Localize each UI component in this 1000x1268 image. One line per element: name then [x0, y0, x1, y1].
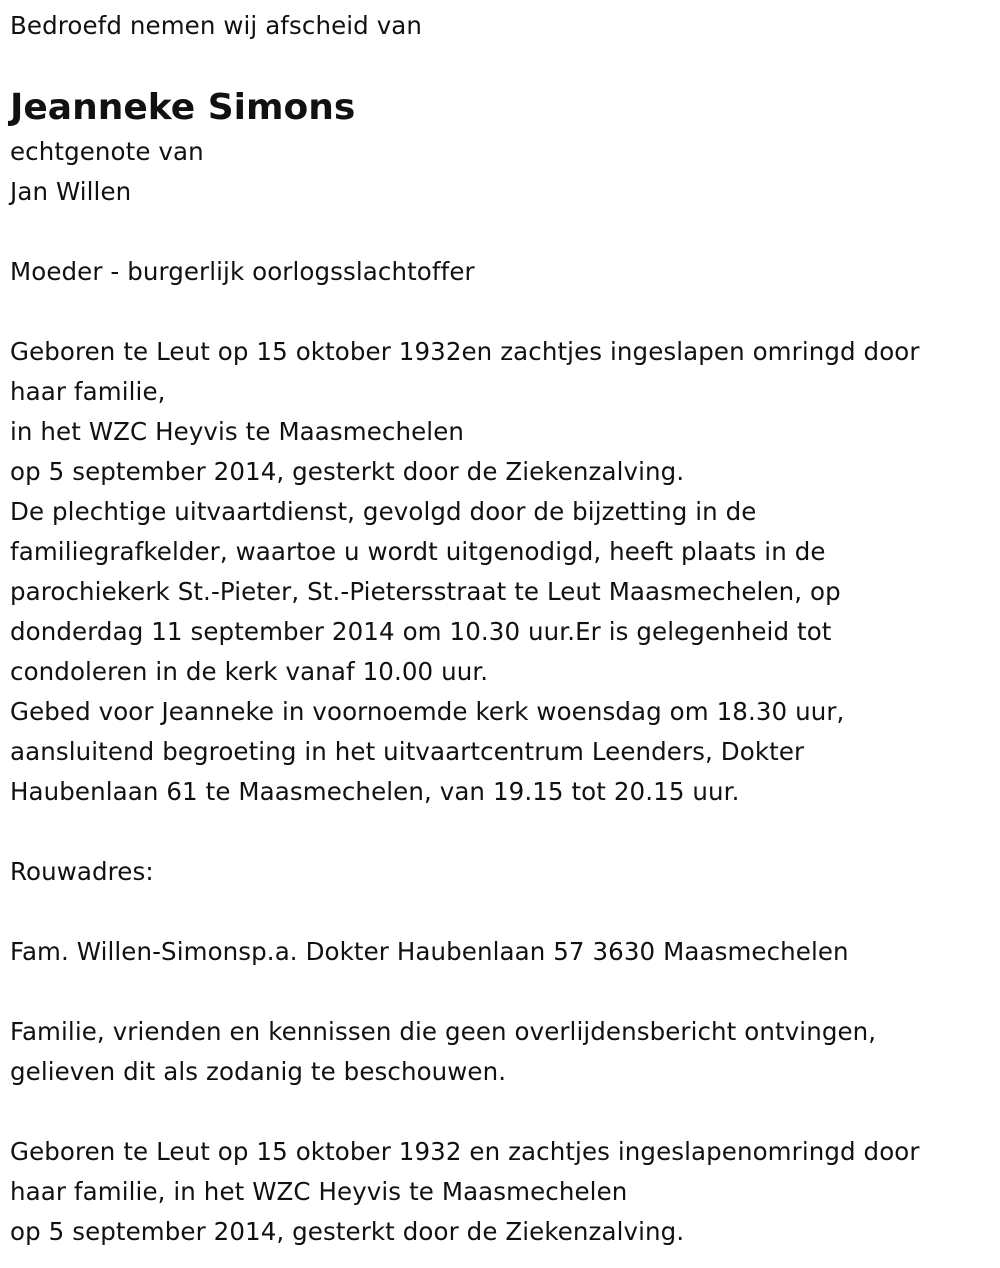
- announcement-line: donderdag 11 september 2014 om 10.30 uur.Er is gelegenheid tot: [10, 617, 832, 646]
- announcement-line: condoleren in de kerk vanaf 10.00 uur.: [10, 657, 489, 686]
- spacer: [10, 812, 995, 852]
- announcement-line: aansluitend begroeting in het uitvaartcentrum Leenders, Dokter: [10, 737, 805, 766]
- closing-line: Geboren te Leut op 15 oktober 1932 en zachtjes ingeslapenomringd door: [10, 1137, 920, 1166]
- announcement-paragraph: [10, 332, 995, 812]
- announcement-line: op 5 september 2014, gesterkt door de Ziekenzalving.: [10, 457, 685, 486]
- mourning-address: Fam. Willen-Simonsp.a. Dokter Haubenlaan 57 3630 Maasmechelen: [10, 937, 849, 966]
- closing-line: haar familie, in het WZC Heyvis te Maasmechelen: [10, 1177, 628, 1206]
- notice-line: Familie, vrienden en kennissen die geen overlijdensbericht ontvingen,: [10, 1017, 877, 1046]
- announcement-line: Haubenlaan 61 te Maasmechelen, van 19.15 tot 20.15 uur.: [10, 777, 740, 806]
- role-text: Moeder - burgerlijk oorlogsslachtoffer: [10, 257, 475, 286]
- spacer: [10, 1092, 995, 1132]
- spacer: [10, 972, 995, 1012]
- announcement-line: haar familie,: [10, 377, 166, 406]
- announcement-line: Geboren te Leut op 15 oktober 1932en zachtjes ingeslapen omringd door: [10, 337, 920, 366]
- notice-line: gelieven dit als zodanig te beschouwen.: [10, 1057, 507, 1086]
- announcement-line: parochiekerk St.-Pieter, St.-Pietersstraat te Leut Maasmechelen, op: [10, 577, 841, 606]
- deceased-name: Jeanneke Simons: [10, 87, 356, 128]
- closing-paragraph: [10, 1132, 995, 1252]
- notice-paragraph: [10, 1012, 995, 1092]
- obituary-document: [10, 6, 995, 1252]
- announcement-line: De plechtige uitvaartdienst, gevolgd door de bijzetting in de: [10, 497, 757, 526]
- spouse-name: Jan Willen: [10, 177, 132, 206]
- spacer: [10, 292, 995, 332]
- announcement-line: familiegrafkelder, waartoe u wordt uitgenodigd, heeft plaats in de: [10, 537, 826, 566]
- mourning-address-label: Rouwadres:: [10, 857, 154, 886]
- spacer: [10, 892, 995, 932]
- relation-label: echtgenote van: [10, 137, 204, 166]
- announcement-line: Gebed voor Jeanneke in voornoemde kerk woensdag om 18.30 uur,: [10, 697, 845, 726]
- intro-text: Bedroefd nemen wij afscheid van: [10, 11, 423, 40]
- spacer: [10, 212, 995, 252]
- closing-line: op 5 september 2014, gesterkt door de Ziekenzalving.: [10, 1217, 685, 1246]
- announcement-line: in het WZC Heyvis te Maasmechelen: [10, 417, 464, 446]
